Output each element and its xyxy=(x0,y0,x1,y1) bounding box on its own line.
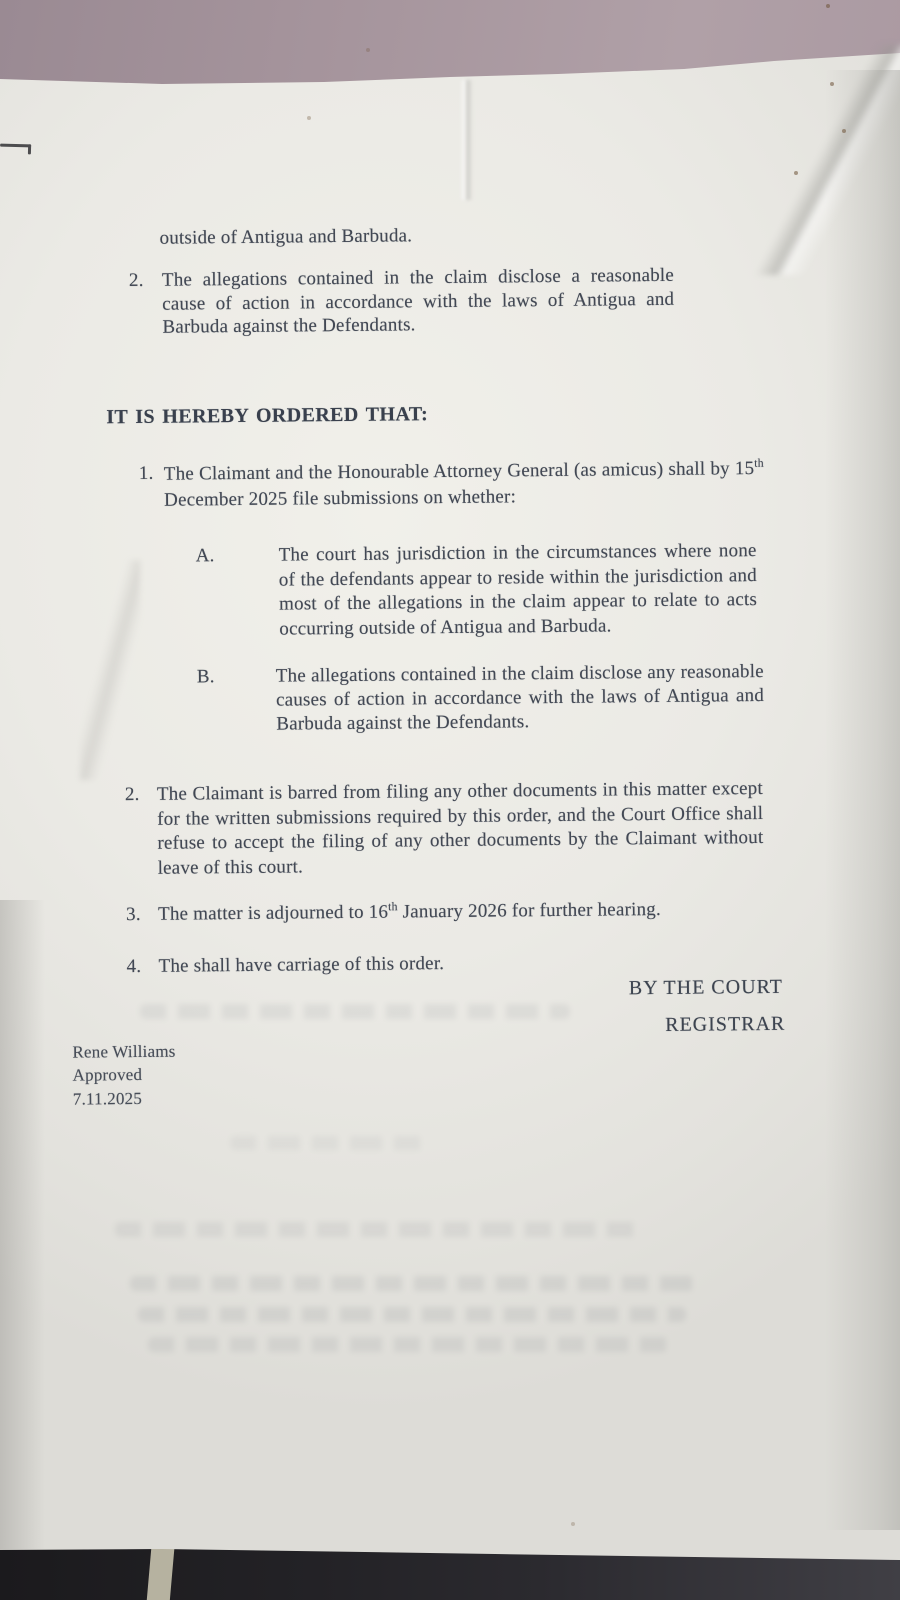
order-item-4-number: 4. xyxy=(126,955,142,978)
order-item-1-number: 1. xyxy=(138,462,154,484)
sub-item-a-text: The court has jurisdiction in the circumstances where none of the defendants appear to reside within the jurisdiction and most of the allegations in the claim appear to relate to acts occurring outside of Antigua and Barbuda. xyxy=(278,540,758,640)
approval-status: Approved xyxy=(72,1064,143,1085)
sub-item-b-text: The allegations contained in the claim disclose any reasonable causes of action in accordance with the laws of Antigua and Barbuda against the Defendants. xyxy=(275,660,765,735)
order-heading: IT IS HEREBY ORDERED THAT: xyxy=(106,403,429,429)
order-item-1-text-pre: The Claimant and the Honourable Attorney General (as amicus) shall by 15 xyxy=(163,458,755,485)
registrar-label: REGISTRAR xyxy=(665,1012,786,1036)
continuation-line: outside of Antigua and Barbuda. xyxy=(159,225,413,249)
approval-date: 7.11.2025 xyxy=(72,1088,143,1109)
signature-name: Rene Williams xyxy=(72,1041,176,1062)
order-item-1-text xyxy=(164,456,764,514)
ordinal-superscript: th xyxy=(754,456,764,470)
order-item-1-text-post: December 2025 file submissions on whether: xyxy=(164,486,517,511)
order-item-3-text xyxy=(158,897,778,927)
sub-item-a-label: A. xyxy=(195,545,215,567)
order-item-4-text: The shall have carriage of this order. xyxy=(158,953,445,977)
order-item-2-number: 2. xyxy=(124,783,140,806)
order-item-3-number: 3. xyxy=(125,903,141,926)
finding-2-number: 2. xyxy=(128,269,144,292)
ordinal-superscript: th xyxy=(388,900,398,914)
order-item-3-text-post: January 2026 for further hearing. xyxy=(397,898,661,923)
finding-2-text: The allegations contained in the claim disclose a reasonable cause of action in accordance with the laws of Antigua and Barbuda against the Defendants. xyxy=(161,264,675,338)
order-item-3-text-pre: The matter is adjourned to 16 xyxy=(157,901,389,925)
by-the-court-label: BY THE COURT xyxy=(628,975,784,1000)
order-item-2-text: The Claimant is barred from filing any other documents in this matter except for the written submissions required by this order, and the Court Office shall refuse to accept the filing of any other documents by the Claimant without leave of this court. xyxy=(156,777,764,879)
sub-item-b-label: B. xyxy=(196,666,215,688)
